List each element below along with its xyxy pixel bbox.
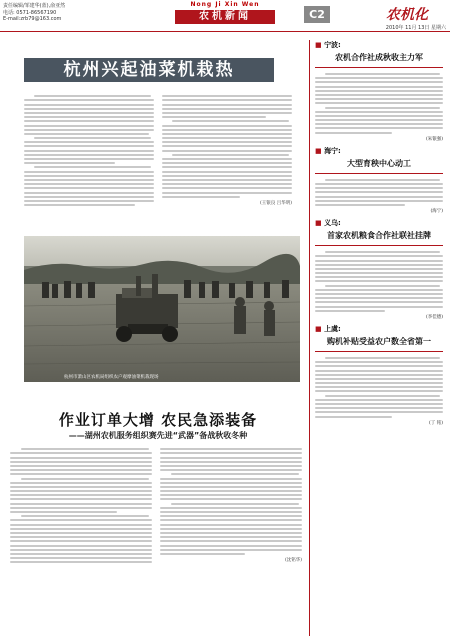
main-article-byline: (王银良 吕华明) [260,200,292,206]
column-divider [309,40,310,636]
brief-byline: (丁 铭) [429,420,443,426]
brief-haining: ■ 海宁: 大型育秧中心动工 (海宁) [315,146,443,215]
brief-yiwu: ■ 义乌: 首家农机粮食合作社联社挂牌 (李佳德) [315,219,443,320]
field-photo [24,236,300,382]
brief-byline: (海宁) [430,209,443,215]
brief-location: 海宁: [324,146,341,155]
page-code-badge: C2 [304,6,330,23]
section-pinyin: Nong Ji Xin Wen [190,1,260,8]
masthead-email: E-mail:zrb79@163.com [3,16,62,23]
field-scene-image [24,236,300,382]
section-title: 农机新闻 [175,10,275,24]
photo-caption: 杭州市萧山区农机局组织农户观摩油菜机栽现场 [64,375,159,380]
second-article-byline: (沈铭华) [284,558,302,564]
brief-shangyu: ■ 上虞: 购机补贴受益农户数全省第一 (丁 铭) [315,324,443,426]
brief-title: 购机补贴受益农户数全省第一 [327,336,431,346]
masthead-info [3,3,143,23]
brief-location: 上虞: [324,324,341,333]
news-briefs-column [315,40,443,636]
brief-title: 农机合作社成秋收主力军 [335,53,423,62]
brief-byline: (朱银强) [425,136,443,142]
masthead-editor: 责任编辑/邹建华(蓝),俞亚然 [3,3,66,9]
brief-location: 义乌: [324,219,341,228]
main-article-col-1 [24,93,154,208]
masthead-phone: 电话: 0571-86567190 [3,9,57,16]
brief-byline: (李佳德) [425,314,443,320]
issue-date: 2010年 11月 13日 星期六 [385,25,446,31]
second-subhead: ——湖州农机服务组织赛先进“武器”备战秋收冬种 [68,431,248,440]
main-article-col-2 [162,93,292,206]
brand-logo: 农机化 [386,7,428,23]
brief-ningbo: ■ 宁波: 农机合作社成秋收主力军 (朱银强) [315,41,443,142]
main-headline: 杭州兴起油菜机栽热 [24,58,274,82]
header-divider [0,31,450,32]
second-article-col-1 [10,446,152,565]
second-headline: 作业订单大增 农民急添装备 [58,411,258,429]
brief-title: 首家农机粮食合作社联社挂牌 [327,231,431,241]
brief-location: 宁波: [324,41,341,49]
brief-title: 大型育秧中心动工 [347,158,411,168]
second-article-col-2 [160,446,302,563]
